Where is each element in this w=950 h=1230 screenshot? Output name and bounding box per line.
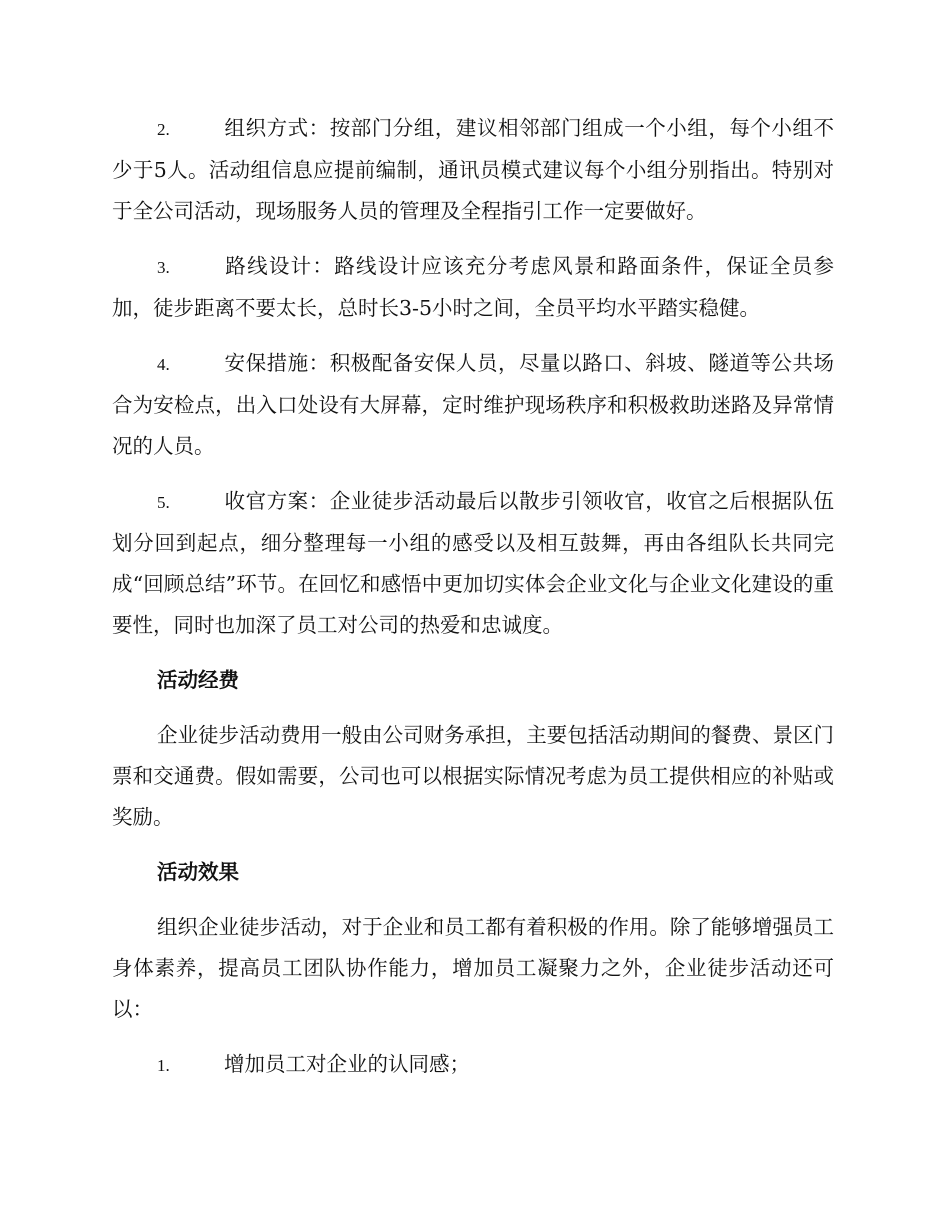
list-item [112,481,834,646]
list-number: 1. [157,1056,170,1075]
section-heading-budget: 活动经费 [157,668,239,692]
list-number: 2. [157,120,170,139]
list-text: 安保措施：积极配备安保人员，尽量以路口、斜坡、隧道等公共场合为安检点，出入口处设有大屏幕，定时维护现场秩序和积极救助迷路及异常情况的人员。 [112,351,834,458]
section-heading-effect: 活动效果 [157,860,239,884]
list-number: 3. [157,258,170,277]
section-paragraph-budget: 企业徒步活动费用一般由公司财务承担，主要包括活动期间的餐费、景区门票和交通费。假如需要，公司也可以根据实际情况考虑为员工提供相应的补贴或奖励。 [112,723,834,829]
section-paragraph-effect: 组织企业徒步活动，对于企业和员工都有着积极的作用。除了能够增强员工身体素养，提高员工团队协作能力，增加员工凝聚力之外，企业徒步活动还可以： [112,915,834,1021]
list-text: 组织方式：按部门分组，建议相邻部门组成一个小组，每个小组不少于5人。活动组信息应提前编制，通讯员模式建议每个小组分别指出。特别对于全公司活动，现场服务人员的管理及全程指引工作一定要做好。 [112,116,834,223]
list-number: 4. [157,355,170,374]
list-item [112,1044,834,1086]
list-item [112,343,834,467]
list-text: 路线设计：路线设计应该充分考虑风景和路面条件，保证全员参加，徒步距离不要太长，总时长3-5小时之间，全员平均水平踏实稳健。 [112,254,834,320]
list-text: 增加员工对企业的认同感； [224,1052,470,1076]
document-body [112,108,834,1100]
list-text: 收官方案：企业徒步活动最后以散步引领收官，收官之后根据队伍划分回到起点，细分整理每一小组的感受以及相互鼓舞，再由各组队长共同完成“回顾总结”环节。在回忆和感悟中更加切实体会企业文化与企业文化建设的重要性，同时也加深了员工对公司的热爱和忠诚度。 [112,489,834,637]
list-number: 5. [157,493,170,512]
list-item [112,246,834,329]
list-item [112,108,834,232]
